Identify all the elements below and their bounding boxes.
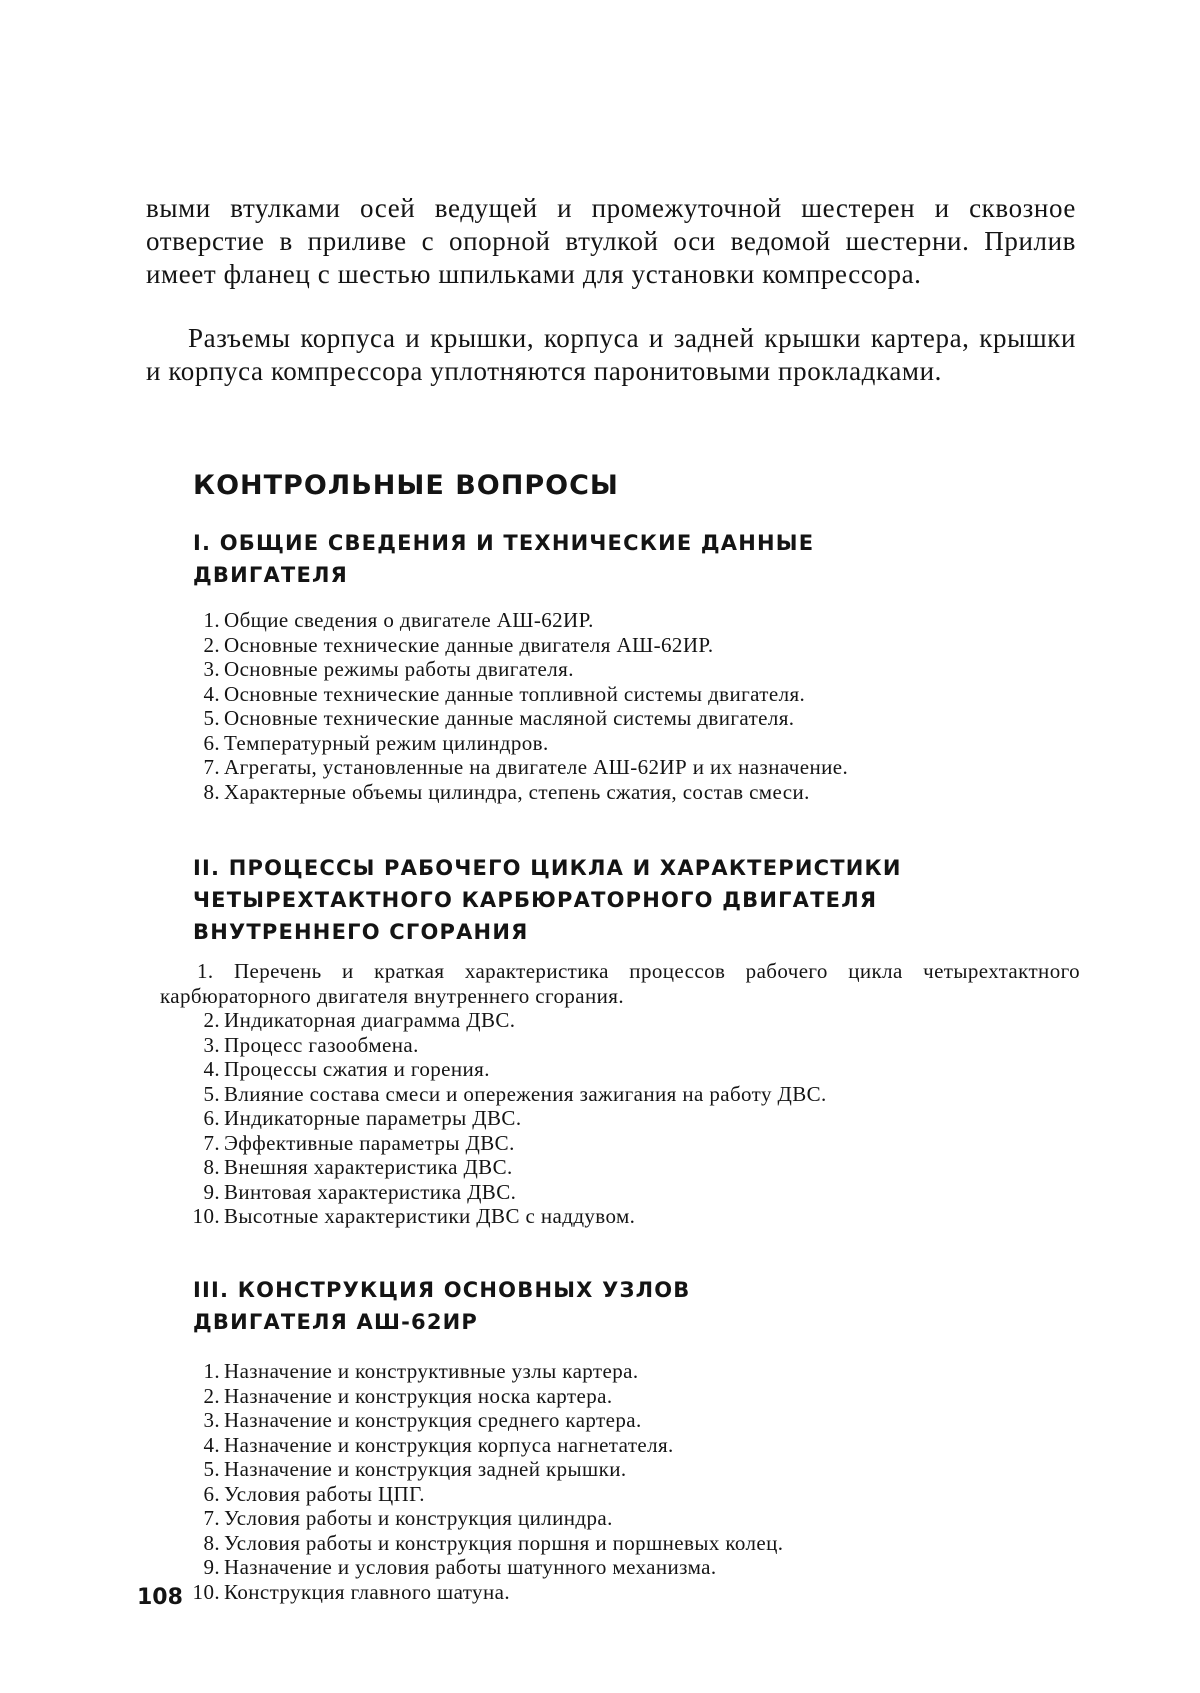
questions-list-construction: [160, 1359, 1080, 1604]
section-heading-line: ДВИГАТЕЛЯ: [193, 563, 349, 587]
question-item: [160, 706, 1080, 731]
question-number: 1.: [197, 959, 214, 983]
question-number: 2.: [203, 1008, 220, 1032]
question-item: [160, 755, 1080, 780]
question-item: [160, 1057, 1080, 1082]
question-number: 10.: [192, 1579, 220, 1604]
question-number: 9.: [203, 1179, 220, 1204]
question-text: Основные режимы работы двигателя.: [224, 657, 574, 681]
question-item: [160, 633, 1080, 658]
question-item: [160, 1106, 1080, 1131]
question-item: [160, 1531, 1080, 1556]
question-number: 4.: [203, 1057, 220, 1081]
section-heading-line: ДВИГАТЕЛЯ АШ-62ИР: [193, 1310, 479, 1334]
question-number: 5.: [203, 1457, 220, 1481]
question-item: [160, 657, 1080, 682]
section-heading-line: ВНУТРЕННЕГО СГОРАНИЯ: [193, 920, 529, 944]
intro-paragraph-1: выми втулками осей ведущей и промежуточной шестерен и сквозное отверстие в приливе с опорной втулкой оси ведомой шестерни. Прилив имеет фланец с шестью шпильками для установки компрессора.: [146, 193, 1076, 289]
question-item: [160, 1033, 1080, 1058]
page-number: 108: [137, 1585, 183, 1610]
question-number: 3.: [203, 657, 220, 681]
question-text: Винтовая характеристика ДВС.: [224, 1179, 517, 1204]
question-number: 8.: [203, 779, 220, 804]
question-item: [160, 1131, 1080, 1156]
question-text: Эффективные параметры ДВС.: [224, 1130, 515, 1155]
question-text: Условия работы ЦПГ.: [224, 1481, 425, 1506]
section-heading-line: III. КОНСТРУКЦИЯ ОСНОВНЫХ УЗЛОВ: [193, 1278, 691, 1302]
question-number: 7.: [203, 1506, 220, 1530]
question-text: Условия работы и конструкция поршня и поршневых колец.: [224, 1530, 784, 1555]
question-item: [160, 1433, 1080, 1458]
question-number: 4.: [203, 681, 220, 706]
intro-paragraph-2: Разъемы корпуса и крышки, корпуса и задней крышки картера, крышки и корпуса компрессора уплотняются паронитовыми прокладками.: [146, 323, 1076, 386]
question-number: 3.: [203, 1408, 220, 1432]
question-text: Назначение и конструкция среднего картера.: [224, 1408, 642, 1432]
section-title: КОНТРОЛЬНЫЕ ВОПРОСЫ: [193, 470, 619, 501]
question-text: Назначение и конструкция задней крышки.: [224, 1457, 627, 1481]
question-item: [160, 1384, 1080, 1409]
question-item: [160, 1580, 1080, 1605]
question-item: [160, 608, 1080, 633]
question-number: 1.: [203, 608, 220, 632]
question-number: 4.: [203, 1432, 220, 1457]
question-text: Индикаторная диаграмма ДВС.: [224, 1008, 516, 1032]
question-item: [160, 731, 1080, 756]
section-heading-line: ЧЕТЫРЕХТАКТНОГО КАРБЮРАТОРНОГО ДВИГАТЕЛЯ: [193, 888, 878, 912]
question-text: Основные технические данные двигателя АШ-62ИР.: [224, 632, 714, 657]
question-number: 6.: [203, 1106, 220, 1130]
question-text: Общие сведения о двигателе АШ-62ИР.: [224, 608, 594, 632]
question-text: Основные технические данные масляной системы двигателя.: [224, 706, 795, 730]
section-heading-processes: [193, 852, 902, 948]
question-item: [160, 1457, 1080, 1482]
question-item: [160, 1555, 1080, 1580]
question-number: 5.: [203, 1081, 220, 1106]
question-number: 10.: [192, 1204, 220, 1228]
question-number: 3.: [203, 1032, 220, 1057]
question-text: Назначение и условия работы шатунного механизма.: [224, 1555, 717, 1579]
questions-list-general: [160, 608, 1080, 804]
question-text: Агрегаты, установленные на двигателе АШ-62ИР и их назначение.: [224, 755, 849, 779]
question-text: Процессы сжатия и горения.: [224, 1057, 490, 1081]
question-text: Назначение и конструктивные узлы картера.: [224, 1359, 639, 1383]
question-text: Высотные характеристики ДВС с наддувом.: [224, 1204, 636, 1228]
question-number: 1.: [203, 1359, 220, 1383]
question-text: Условия работы и конструкция цилиндра.: [224, 1506, 613, 1530]
question-number: 6.: [203, 730, 220, 755]
question-number: 5.: [203, 706, 220, 730]
question-item: [160, 1155, 1080, 1180]
question-number: 8.: [203, 1155, 220, 1179]
questions-list-processes: [160, 959, 1080, 1229]
question-number: 2.: [203, 632, 220, 657]
question-text: Характерные объемы цилиндра, степень сжатия, состав смеси.: [224, 779, 810, 804]
question-item: [160, 959, 1080, 1008]
question-item: [160, 1082, 1080, 1107]
question-item: [160, 1482, 1080, 1507]
question-item: [160, 1180, 1080, 1205]
question-item: [160, 1408, 1080, 1433]
question-item: [160, 1506, 1080, 1531]
question-item: [160, 1359, 1080, 1384]
question-item: [160, 1008, 1080, 1033]
question-text: Внешняя характеристика ДВС.: [224, 1155, 513, 1179]
question-text: Назначение и конструкция носка картера.: [224, 1383, 613, 1408]
section-heading-line: I. ОБЩИЕ СВЕДЕНИЯ И ТЕХНИЧЕСКИЕ ДАННЫЕ: [193, 531, 815, 555]
section-heading-line: II. ПРОЦЕССЫ РАБОЧЕГО ЦИКЛА И ХАРАКТЕРИСТИКИ: [193, 856, 902, 880]
section-heading-construction: [193, 1274, 691, 1338]
question-item: [160, 682, 1080, 707]
question-text: Назначение и конструкция корпуса нагнетателя.: [224, 1432, 674, 1457]
question-text: Процесс газообмена.: [224, 1032, 419, 1057]
question-item: [160, 780, 1080, 805]
question-text: Индикаторные параметры ДВС.: [224, 1106, 522, 1130]
question-number: 8.: [203, 1530, 220, 1555]
question-number: 7.: [203, 1130, 220, 1155]
question-item: [160, 1204, 1080, 1229]
question-number: 2.: [203, 1383, 220, 1408]
question-number: 7.: [203, 755, 220, 779]
section-heading-general: [193, 527, 814, 591]
question-text: Конструкция главного шатуна.: [224, 1579, 510, 1604]
question-text: Температурный режим цилиндров.: [224, 730, 549, 755]
question-number: 6.: [203, 1481, 220, 1506]
question-text: Влияние состава смеси и опережения зажигания на работу ДВС.: [224, 1081, 827, 1106]
question-text: Основные технические данные топливной системы двигателя.: [224, 681, 806, 706]
question-text: Перечень и краткая характеристика процессов рабочего цикла четырехтактного карбюраторного двигателя внутреннего сгорания.: [160, 959, 1080, 1008]
question-number: 9.: [203, 1555, 220, 1579]
